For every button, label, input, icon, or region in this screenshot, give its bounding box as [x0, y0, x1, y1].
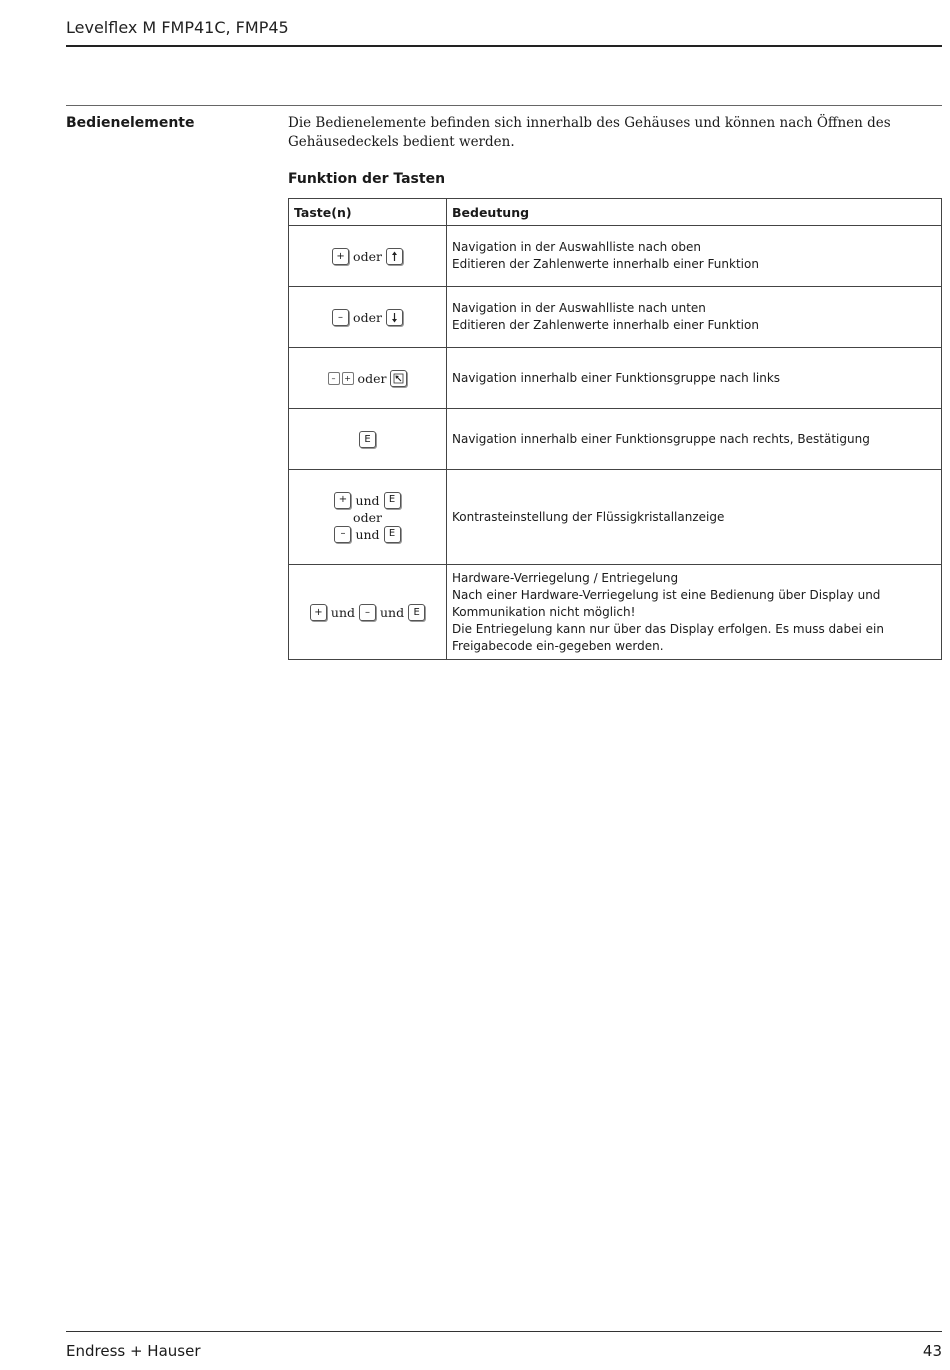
description-cell [447, 348, 942, 409]
e-key-icon: E [384, 492, 401, 509]
plus-key-icon: + [334, 492, 351, 509]
description-cell [447, 226, 942, 287]
table-header-row [289, 199, 942, 226]
description-line: Editieren der Zahlenwerte innerhalb einer Funktion [452, 257, 759, 271]
document-header-title: Levelflex M FMP41C, FMP45 [66, 18, 289, 37]
header-divider [66, 45, 942, 47]
escape-key-icon [390, 370, 407, 387]
table-row [289, 348, 942, 409]
minus-key-icon: – [334, 526, 351, 543]
description-cell [447, 565, 942, 660]
description-line: Navigation in der Auswahlliste nach unten [452, 301, 706, 315]
connector-word: oder [353, 249, 382, 265]
e-key-icon: E [384, 526, 401, 543]
connector-word: und [330, 605, 355, 621]
table-row [289, 409, 942, 470]
section-heading: Bedienelemente [66, 115, 195, 131]
minus-key-icon: – [332, 309, 349, 326]
description-cell [447, 470, 942, 565]
header-meaning: Bedeutung [447, 199, 942, 226]
section-divider [66, 105, 942, 106]
key-cell [289, 409, 447, 470]
e-key-icon: E [359, 431, 376, 448]
connector-word: oder [353, 310, 382, 326]
description-line: Navigation innerhalb einer Funktionsgruppe nach rechts, Bestätigung [452, 431, 870, 446]
description-line: Die Entriegelung kann nur über das Display erfolgen. Es muss dabei ein Freigabecode ein-gegeben werden. [452, 621, 884, 653]
minus-plus-combo-icon [328, 372, 354, 385]
description-line: Navigation in der Auswahlliste nach oben [452, 240, 701, 254]
description-line: Kontrasteinstellung der Flüssigkristallanzeige [452, 509, 725, 524]
page-number: 43 [922, 1342, 942, 1360]
description-line: Hardware-Verriegelung / Entriegelung [452, 570, 679, 585]
plus-key-icon: + [332, 248, 349, 265]
table-row [289, 287, 942, 348]
plus-key-icon: + [310, 604, 327, 621]
connector-word: und [380, 605, 405, 621]
e-key-icon: E [408, 604, 425, 621]
minus-key-icon: – [359, 604, 376, 621]
connector-word: oder [357, 371, 387, 386]
description-line: Editieren der Zahlenwerte innerhalb einer Funktion [452, 318, 759, 332]
connector-word: und [355, 526, 380, 542]
key-cell [289, 470, 447, 565]
footer-brand: Endress + Hauser [66, 1342, 201, 1360]
table-row [289, 226, 942, 287]
arrow-down-key-icon [386, 309, 403, 326]
key-cell [289, 565, 447, 660]
description-cell [447, 287, 942, 348]
key-function-table [288, 198, 942, 660]
description-cell [447, 409, 942, 470]
table-row [289, 470, 942, 565]
footer-divider [66, 1331, 942, 1332]
table-subheading: Funktion der Tasten [288, 171, 446, 187]
key-cell [289, 226, 447, 287]
table-row [289, 565, 942, 660]
plus-mini-key-icon: + [342, 372, 354, 385]
key-cell [289, 348, 447, 409]
minus-mini-key-icon: – [328, 372, 340, 385]
connector-word: und [355, 492, 380, 508]
connector-word: oder [353, 509, 382, 525]
intro-paragraph: Die Bedienelemente befinden sich innerhalb des Gehäuses und können nach Öffnen des Gehäusedeckels bedient werden. [288, 115, 891, 150]
header-keys: Taste(n) [289, 199, 447, 226]
description-line: Nach einer Hardware-Verriegelung ist eine Bedienung über Display und Kommunikation nicht möglich! [452, 587, 881, 619]
description-line: Navigation innerhalb einer Funktionsgruppe nach links [452, 370, 781, 385]
arrow-up-key-icon [386, 248, 403, 265]
key-cell [289, 287, 447, 348]
